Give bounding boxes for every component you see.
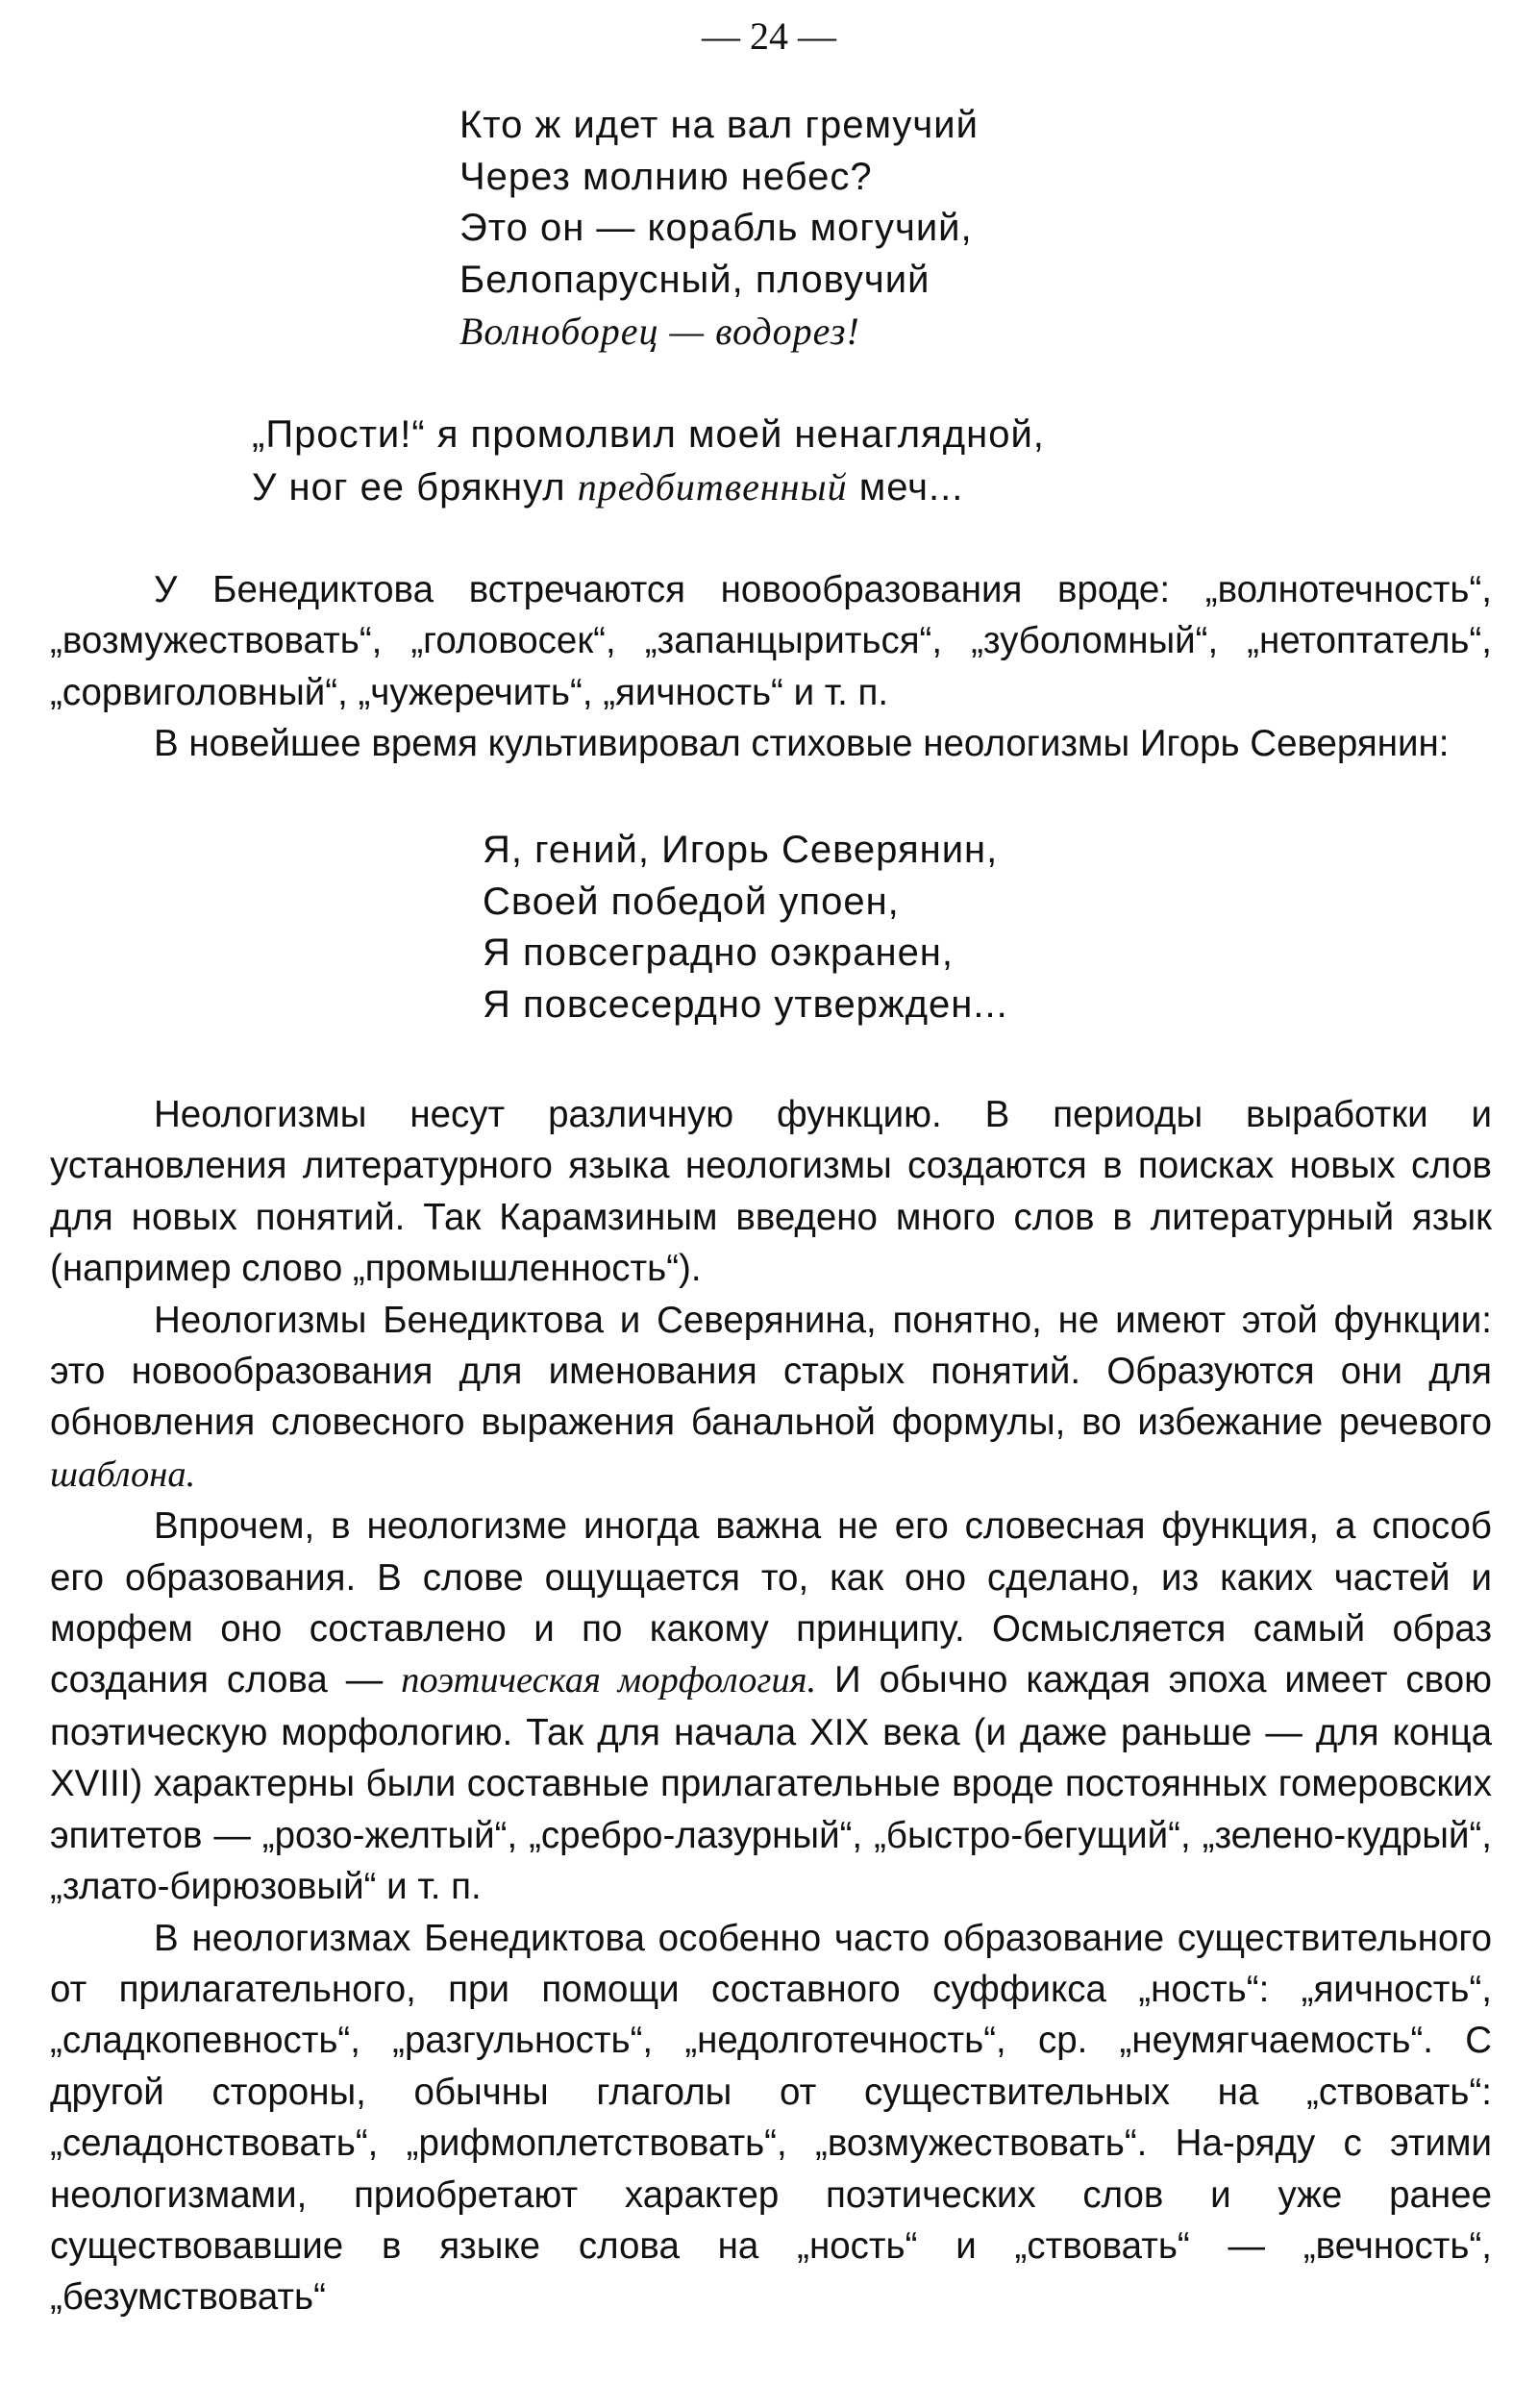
paragraph (50, 1501, 1492, 1912)
neologism-italic: предбитвенный (577, 464, 848, 509)
poem-line: Белопарусный, пловучий (459, 258, 930, 301)
poem-line: „Прости!“ я промолвил моей ненаглядной, (252, 413, 1045, 456)
poem-line: Через молнию небес? (459, 155, 873, 198)
poem-stanza-farewell (252, 410, 1045, 513)
poem-line: Я повсесердно утвержден... (483, 982, 1008, 1026)
paragraph: В новейшее время культивировал стиховые неологизмы Игорь Северянин: (154, 723, 1450, 765)
poem-line: Это он — корабль могучий, (459, 207, 973, 249)
poem-line-text: меч... (847, 465, 964, 509)
paragraph-text: Неологизмы Бенедиктова и Северянина, понятно, не имеют этой функции: это новообразования для именования старых понятий. Образуются они для обновления словесного выражения банальной формулы, во избежание речевого (50, 1299, 1492, 1444)
poem-line: Я, гений, Игорь Северянин, (483, 829, 999, 871)
poem-line-italic: Волноборец — водорез! (459, 310, 860, 353)
prose-block-neologisms (50, 1089, 1492, 2323)
poem-stanza-severyanin (483, 825, 1008, 1030)
page-number: — 24 — (702, 14, 836, 58)
prose-block-benediktov (50, 564, 1492, 770)
paragraph-text: Впрочем, в неологизме иногда важна не его словесная функция, а способ его образования. В слове ощущается то, как оно сделано, из каких частей и морфем оно составлено и по какому принципу. Осмысляется самый образ создания слова — (50, 1505, 1492, 1701)
paragraph: В неологизмах Бенедиктова особенно часто образование существительного от прилагательного, при помощи составного суффикса „ность“: „яичность“, „сладкопевность“, „разгульность“, „недолготечность“, ср. „неумягчаемость“. С другой стороны, обычны глаголы от существительных на „ствовать“: „селадонствовать“, „рифмоплетствовать“, „возмужествовать“. На-ряду с этими неологизмами, приобретают характер поэтических слов и уже ранее существовавшие в языке слова на „ность“ и „ствовать“ — „вечность“, „безумствовать“ (50, 1917, 1492, 2319)
poem-stanza-ship (459, 100, 979, 358)
emphasis-italic: шаблона. (50, 1453, 196, 1495)
poem-line: Я повсеградно оэкранен, (483, 931, 955, 974)
poem-line: Своей победой упоен, (483, 880, 900, 923)
emphasis-italic: поэтическая морфология. (401, 1660, 817, 1701)
paragraph: Неологизмы несут различную функцию. В периоды выработки и установления литературного языка неологизмы создаются в поисках новых слов для новых понятий. Так Карамзиным введено много слов в литературный язык (например слово „промышленность“). (50, 1094, 1492, 1290)
paragraph (50, 1295, 1492, 1502)
poem-line-text: У ног ее брякнул (252, 465, 578, 509)
paragraph-text: И обычно каждая эпоха имеет свою поэтическую морфологию. Так для начала XIX века (и даже раньше — для конца XVIII) характерны были составные прилагательные вроде постоянных гомеровских эпитетов — „розо-желтый“, „сребро-лазурный“, „быстро-бегущий“, „зелено-кудрый“, „злато-бирюзовый“ и т. п. (50, 1659, 1492, 1908)
poem-line (252, 461, 1045, 514)
paragraph: У Бенедиктова встречаются новообразования вроде: „волнотечность“, „возмужествовать“, „головосек“, „запанцыриться“, „зуболомный“, „нетоптатель“, „сорвиголовный“, „чужеречить“, „яичность“ и т. п. (50, 569, 1492, 713)
poem-line: Кто ж идет на вал гремучий (459, 104, 979, 146)
